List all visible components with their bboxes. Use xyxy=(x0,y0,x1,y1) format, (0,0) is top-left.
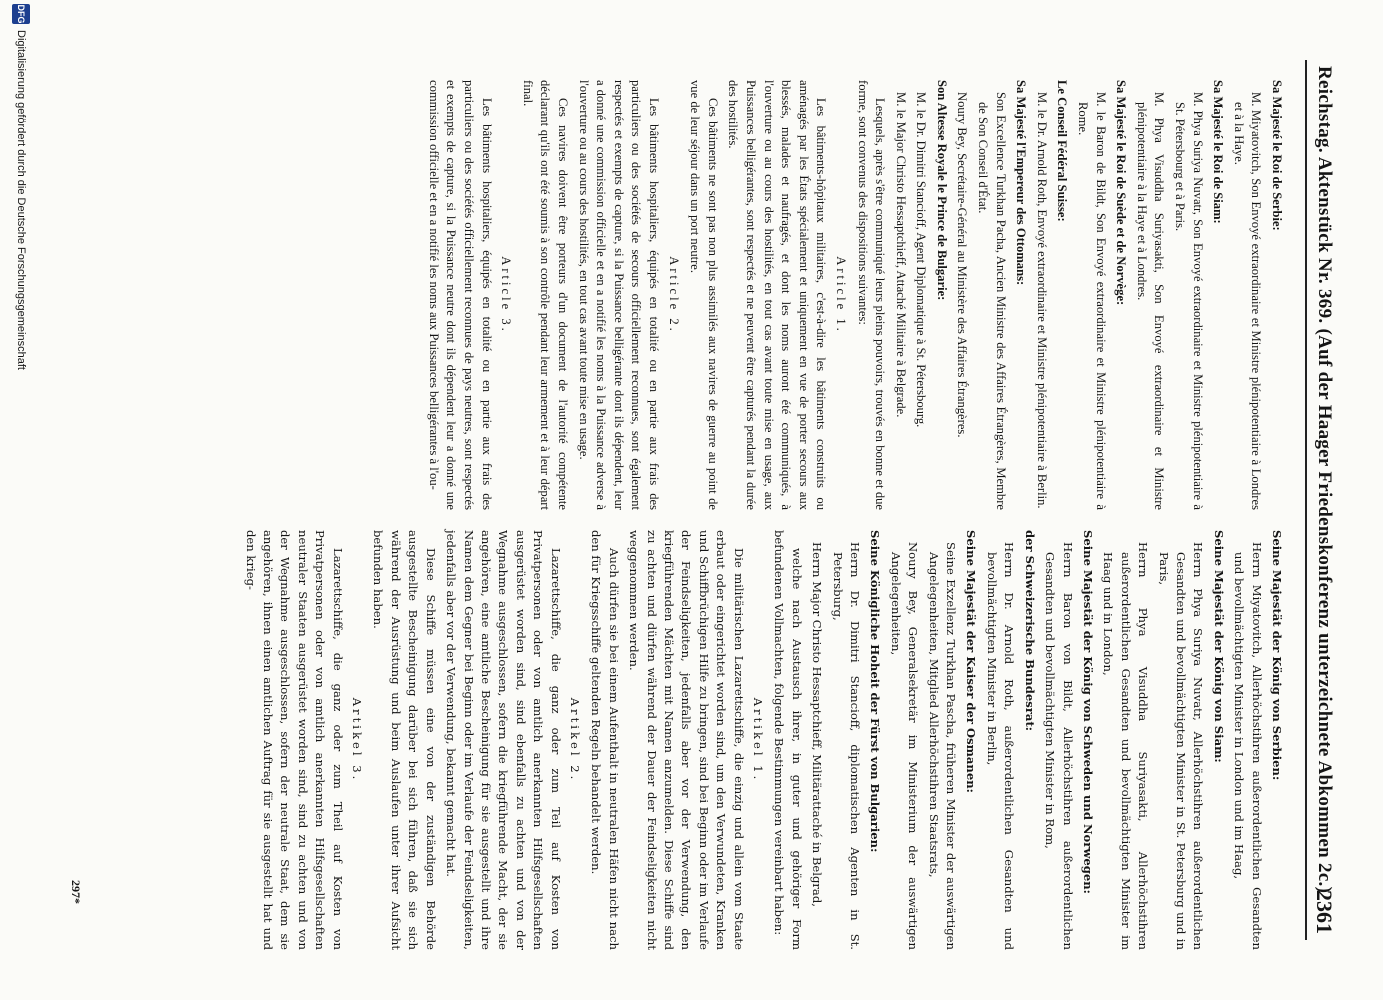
paragraph: Les bâtiments-hôpitaux militaires, c'est-à-dire les bâtiments construits ou aménagés par les États spécialement et uniquement en vue de porter secours aux blessés, malades et naufragés, et dont les noms auront été communiqués, à l'ouverture ou au cours des hostilités, en tout cas avant toute mise en usage, aux Puissances belligérantes, sont respectés et ne peuvent être capturés pendant la durée des hostilités. xyxy=(726,80,829,510)
paragraph: Ces bâtiments ne sont pas non plus assimilés aux navires de guerre au point de vue de leur séjour dans un port neutre. xyxy=(688,80,720,510)
dfg-logo-icon: DFG xyxy=(12,4,30,24)
paragraph: Les bâtiments hospitaliers, équipés en totalité ou en partie aux frais des particuliers ou des sociétés de secours officiellement reconnues, sont également respectés et exempts de capture, si la Puissance belligérante dont ils dépendent, leur a donné une commission officielle et en a notifié les noms à la Puissance adverse à l'ouverture ou au cours des hostilités, en tout cas avant toute mise en usage. xyxy=(576,80,661,510)
paragraph: Seine Exzellenz Turkhan Pascha, früheren Minister der auswärtigen Angelegenheiten, Mitglied Allerhöchstihren Staatsrats, xyxy=(926,542,959,950)
paragraph: Les bâtiments hospitaliers, équipés en totalité ou en partie aux frais des particuliers ou des sociétés officiellement reconnues de pays neutres, sont respectés et exempts de capture, si la Puissance neutre dont ils dépendent leur a donné une commission officielle et en a notifié les noms aux Puissances belligérantes à l'ou- xyxy=(426,80,494,510)
sovereign-line: Sa Majesté le Roi de Siam: xyxy=(1211,80,1226,224)
digitisation-credit xyxy=(6,0,34,1000)
article-heading: Article 3. xyxy=(499,256,514,334)
sovereign-line: Seine Majestät der König von Siam: xyxy=(1211,530,1226,763)
credit-text: Digitalisierung gefördert durch die Deutsche Forschungsgemeinschaft xyxy=(15,30,27,370)
paragraph: Die militärischen Lazarettschiffe, die einzig und allein vom Staate erbaut oder eingerichtet worden sind, um den Verwundeten, Kranken und Schiffbrüchigen Hilfe zu bringen, sind bei Beginn oder im Verlaufe der Feindseligkeiten, jedenfalls aber vor der Verwendung, den kriegführenden Mächten mit Namen anzumelden. Diese Schiffe sind zu achten und dürfen während der Dauer der Feindseligkeiten nicht weggenommen werden. xyxy=(627,530,746,950)
paragraph: Lesquels, après s'être communiqué leurs pleins pouvoirs, trouvés en bonne et due forme, sont convenus des dispositions suivantes: xyxy=(855,80,888,510)
running-title: Reichstag. Aktenstück Nr. 369. (Auf der Haager Friedenskonferenz unterzeichnete Abkommen 2c.) xyxy=(1314,66,1335,894)
paragraph: M. le Major Christo Hessaptchieff, Attaché Militaire à Belgrade. xyxy=(893,92,908,418)
paragraph: M. le Baron de Bildt, Son Envoyé extraordinaire et Ministre plénipotentiaire à Rome. xyxy=(1076,92,1108,510)
paragraph: M. le Dr. Dimitri Stancioff, Agent Diplomatique à St. Pétersbourg. xyxy=(914,92,929,428)
sovereign-line: Seine Majestät der Kaiser der Osmanen: xyxy=(964,530,979,793)
paragraph: Herrn Phya Visuddha Suriyasakti, Allerhöchstihren außerordentlichen Gesandten und bevollmächtigten Minister im Haag und in London, xyxy=(1101,542,1151,950)
paragraph: Herrn Dr. Dimitri Stancioff, diplomatischen Agenten in St. Petersburg, xyxy=(830,542,863,950)
paragraph: welche nach Austausch ihrer, in guter und gehöriger Form befundenen Vollmachten, folgende Bestimmungen vereinbart haben: xyxy=(772,530,804,950)
paragraph: Diese Schiffe müssen eine von der zuständigen Behörde ausgestellte Bescheinigung darüber bei sich führen, daß sie sich während der Ausrüstung und beim Auslaufen unter ihrer Aufsicht befunden haben. xyxy=(371,530,438,950)
paragraph: Noury Bey, Secrétaire-Général au Ministère des Affaires Étrangères. xyxy=(955,92,970,438)
page-number: 2361 xyxy=(1312,890,1337,934)
sovereign-line: Seine Majestät der König von Serbien: xyxy=(1270,530,1284,781)
sovereign-line: der Schweizerische Bundesrat: xyxy=(1022,530,1037,732)
signature-mark: 297* xyxy=(69,880,83,904)
article-heading: Artikel 1. xyxy=(751,697,766,783)
french-column xyxy=(50,80,1287,510)
article-heading: Article 2. xyxy=(666,256,681,334)
paragraph: Herrn Major Christo Hessaptchieff, Militärattaché in Belgrad, xyxy=(810,542,825,907)
paragraph: Lazarettschiffe, die ganz oder zum Theil auf Kosten von Privatpersonen oder von amtlich anerkannten Hilfsgesellschaften neutraler Staaten ausgerüstet worden sind, sind zu achten und von der Wegnahme ausgeschlossen, sofern der neutrale Staat, dem sie angehören, ihnen einen amtlichen Auftrag für sie ausgestellt hat und den krieg- xyxy=(243,530,345,950)
paragraph: Herrn Dr. Arnold Roth, außerordentlichen Gesandten und bevollmächtigten Minister in Berlin, xyxy=(984,542,1017,950)
paragraph: M. Phya Suriya Nuvatr, Son Envoyé extraordinaire et Ministre plénipotentiaire à St. Pétersbourg et à Paris. xyxy=(1173,92,1205,510)
sovereign-line: Seine Majestät der König von Schweden und Norwegen: xyxy=(1080,530,1095,894)
paragraph: Noury Bey, Generalsekretär im Ministerium der auswärtigen Angelegenheiten, xyxy=(888,542,921,950)
paragraph: Auch dürfen sie bei einem Aufenthalt in neutralen Häfen nicht nach den für Kriegsschiffe geltenden Regeln behandelt werden. xyxy=(589,530,621,950)
paragraph: Herrn Baron von Bildt, Allerhöchstihren außerordentlichen Gesandten und bevollmächtigten Minister in Rom, xyxy=(1043,542,1075,950)
sovereign-line: Sa Majesté le Roi de Suède et de Norvège: xyxy=(1114,80,1129,306)
paragraph: Herrn Phya Suriya Nuvatr, Allerhöchstihren außerordentlichen Gesandten und bevollmächtigten Minister in St. Petersburg und in Paris, xyxy=(1156,542,1206,950)
sovereign-line: Seine Königliche Hoheit der Fürst von Bulgarien: xyxy=(868,530,883,853)
sovereign-line: Sa Majesté l'Empereur des Ottomans: xyxy=(1014,80,1029,286)
paragraph: M. Miyatovitch, Son Envoyé extraordinaire et Ministre plénipotentiaire à Londres et à la Haye. xyxy=(1231,92,1264,510)
page-header xyxy=(1305,60,1341,940)
paragraph: Son Excellence Turkhan Pacha, Ancien Ministre des Affaires Étrangères, Membre de Son Conseil d'État. xyxy=(976,92,1008,510)
paragraph: Herrn Miyatovitch, Allerhöchstihren außerordentlichen Gesandten und bevollmächtigten Minister in London und im Haag, xyxy=(1232,542,1264,950)
paragraph: M. le Dr. Arnold Roth, Envoyé extraordinaire et Ministre plénipotentiaire à Berlin. xyxy=(1034,92,1049,509)
german-column xyxy=(50,530,1287,950)
sovereign-line: Sa Majesté le Roi de Serbie: xyxy=(1270,80,1284,231)
sovereign-line: Son Altesse Royale le Prince de Bulgarie: xyxy=(934,80,949,301)
article-heading: Artikel 2. xyxy=(567,697,582,783)
article-heading: Article 1. xyxy=(833,256,848,334)
paragraph: M. Phya Visuddha Suriyasakti, Son Envoyé extraordinaire et Ministre plénipotentiaire à la Haye et à Londres. xyxy=(1134,92,1167,510)
sovereign-line: Le Conseil Fédéral Suisse: xyxy=(1055,80,1070,222)
paragraph: Lazarettschiffe, die ganz oder zum Teil auf Kosten von Privatpersonen oder von amtlich anerkannten Hilfsgesellschaften ausgerüstet worden sind, sind ebenfalls zu achten und von der Wegnahme ausgeschlossen, sofern die kriegführende Macht, der sie angehören, eine amtliche Bescheinigung für sie ausgestellt und ihre Namen dem Gegner bei Beginn oder im Verlaufe der Feindseligkeiten, jedenfalls aber vor der Verwendung, bekannt gemacht hat. xyxy=(444,530,563,950)
paragraph: Ces navires doivent être porteurs d'un document de l'autorité compétente déclarant qu'ils ont été soumis à son contrôle pendant leur armement et à leur départ final. xyxy=(520,80,571,510)
article-heading: Artikel 3. xyxy=(350,697,365,783)
